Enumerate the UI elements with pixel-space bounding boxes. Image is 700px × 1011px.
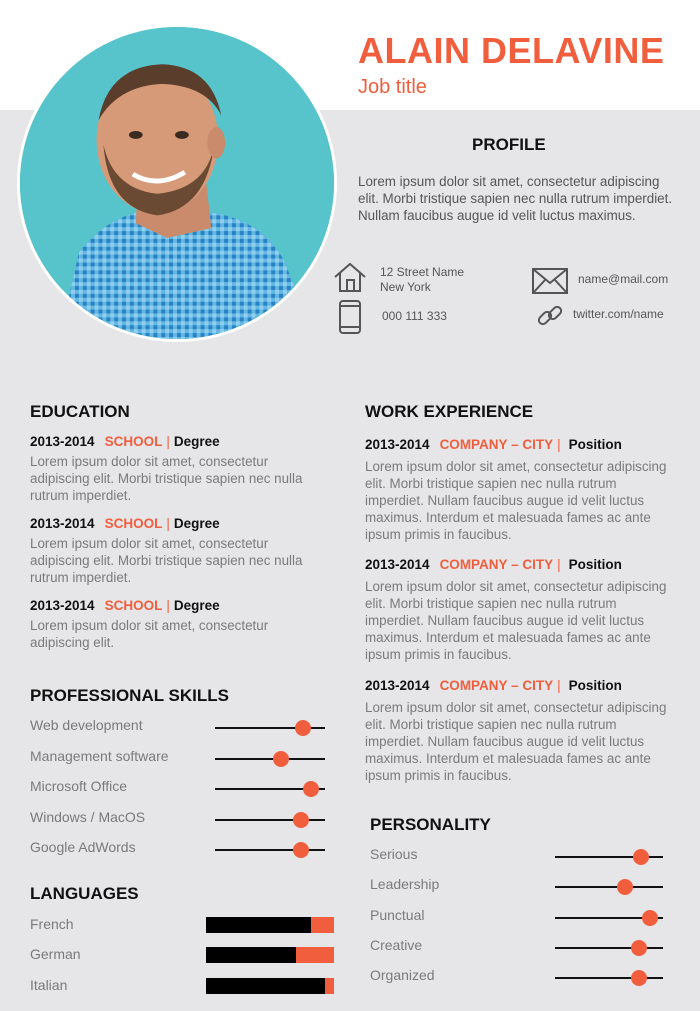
- personality-label: Organized: [370, 967, 435, 984]
- personality-slider-dot: [617, 879, 633, 895]
- education-degree: Degree: [173, 598, 220, 613]
- twitter[interactable]: twitter.com/name: [573, 307, 664, 321]
- education-entry-header: [30, 516, 220, 531]
- work-entry-header: [365, 678, 622, 693]
- work-heading: WORK EXPERIENCE: [365, 402, 534, 421]
- work-company: COMPANY – CITY: [439, 557, 554, 572]
- skill-slider-dot: [273, 751, 289, 767]
- skill-slider-dot: [303, 781, 319, 797]
- personality-heading: PERSONALITY: [370, 815, 491, 834]
- mail-icon: [532, 268, 568, 294]
- work-entry-header: [365, 437, 622, 452]
- work-description: Lorem ipsum dolor sit amet, consectetur adipiscing elit. Morbi tristique sapien nec nulla rutrum imperdiet. Nullam faucibus augue id velit luctus maximus. Interdum et malesuada fames ac ante ipsum primis in faucibus.: [365, 579, 667, 662]
- education-years: 2013-2014: [30, 434, 95, 449]
- skill-label: Web development: [30, 717, 143, 733]
- skill-label: Google AdWords: [30, 839, 136, 855]
- profile-photo: [17, 24, 337, 342]
- education-degree: Degree: [173, 434, 220, 449]
- language-level-bar: [206, 947, 334, 963]
- profile-heading: PROFILE: [472, 135, 546, 154]
- education-description: Lorem ipsum dolor sit amet, consectetur adipiscing elit. Morbi tristique sapien nec nulla rutrum imperdiet.: [30, 454, 303, 503]
- address: [380, 265, 464, 295]
- education-school: SCHOOL: [104, 598, 163, 613]
- skill-label: Microsoft Office: [30, 778, 127, 794]
- email[interactable]: name@mail.com: [578, 272, 669, 286]
- skill-slider-dot: [295, 720, 311, 736]
- work-separator: |: [557, 557, 561, 572]
- job-title: Job title: [358, 76, 427, 98]
- work-description: Lorem ipsum dolor sit amet, consectetur adipiscing elit. Morbi tristique sapien nec nulla rutrum imperdiet. Nullam faucibus augue id velit luctus maximus. Interdum et malesuada fames ac ante ipsum primis in faucibus.: [365, 459, 667, 542]
- work-entry-header: [365, 557, 622, 572]
- link-icon: [535, 303, 565, 331]
- skill-slider-dot: [293, 812, 309, 828]
- skill-label: Windows / MacOS: [30, 808, 146, 825]
- personality-slider-dot: [633, 849, 649, 865]
- personality-label: Leadership: [370, 876, 440, 893]
- work-company: COMPANY – CITY: [439, 678, 554, 693]
- work-years: 2013-2014: [365, 437, 430, 452]
- education-school: SCHOOL: [104, 434, 163, 449]
- work-position: Position: [568, 678, 622, 693]
- work-years: 2013-2014: [365, 557, 430, 572]
- education-years: 2013-2014: [30, 516, 95, 531]
- work-years: 2013-2014: [365, 678, 430, 693]
- personality-label: Punctual: [370, 906, 425, 923]
- personality-slider-track: [555, 886, 663, 888]
- education-description: Lorem ipsum dolor sit amet, consectetur adipiscing elit. Morbi tristique sapien nec nulla rutrum imperdiet.: [30, 536, 303, 585]
- education-degree: Degree: [173, 516, 220, 531]
- work-description: Lorem ipsum dolor sit amet, consectetur adipiscing elit. Morbi tristique sapien nec nulla rutrum imperdiet. Nullam faucibus augue id velit luctus maximus. Interdum et malesuada fames ac ante ipsum primis in faucibus.: [365, 700, 667, 783]
- education-school: SCHOOL: [104, 516, 163, 531]
- education-entry-header: [30, 598, 220, 613]
- person-name: ALAIN DELAVINE: [358, 30, 665, 71]
- work-company: COMPANY – CITY: [439, 437, 554, 452]
- language-level-fill: [206, 947, 296, 963]
- language-label: French: [30, 916, 74, 932]
- skill-slider-track: [215, 758, 325, 760]
- language-label: German: [30, 946, 81, 963]
- phone-icon: [338, 300, 362, 334]
- phone: 000 111 333: [382, 309, 447, 323]
- address-line2: New York: [380, 280, 431, 294]
- personality-label: Creative: [370, 936, 423, 953]
- education-years: 2013-2014: [30, 598, 95, 613]
- language-level-bar: [206, 978, 334, 994]
- language-level-fill: [206, 917, 311, 933]
- skills-heading: PROFESSIONAL SKILLS: [30, 686, 229, 705]
- language-label: Italian: [30, 976, 68, 993]
- work-separator: |: [557, 678, 561, 693]
- personality-label: Serious: [370, 846, 418, 862]
- languages-heading: LANGUAGES: [30, 884, 139, 903]
- personality-slider-dot: [631, 940, 647, 956]
- education-entry-header: [30, 434, 220, 449]
- personality-slider-dot: [631, 970, 647, 986]
- education-separator: |: [166, 598, 170, 613]
- skill-label: Management software: [30, 747, 169, 764]
- education-separator: |: [166, 434, 170, 449]
- address-line1: 12 Street Name: [380, 265, 465, 279]
- education-heading: EDUCATION: [30, 402, 130, 421]
- home-icon: [332, 260, 368, 294]
- work-position: Position: [568, 437, 622, 452]
- education-separator: |: [166, 516, 170, 531]
- language-level-bar: [206, 917, 334, 933]
- language-level-fill: [206, 978, 325, 994]
- education-description: Lorem ipsum dolor sit amet, consectetur adipiscing elit.: [30, 618, 269, 650]
- profile-text: Lorem ipsum dolor sit amet, consectetur adipiscing elit. Morbi tristique sapien nec nulla rutrum imperdiet. Nullam faucibus augue id velit luctus maximus.: [358, 174, 673, 223]
- work-separator: |: [557, 437, 561, 452]
- personality-slider-dot: [642, 910, 658, 926]
- skill-slider-dot: [293, 842, 309, 858]
- work-position: Position: [568, 557, 622, 572]
